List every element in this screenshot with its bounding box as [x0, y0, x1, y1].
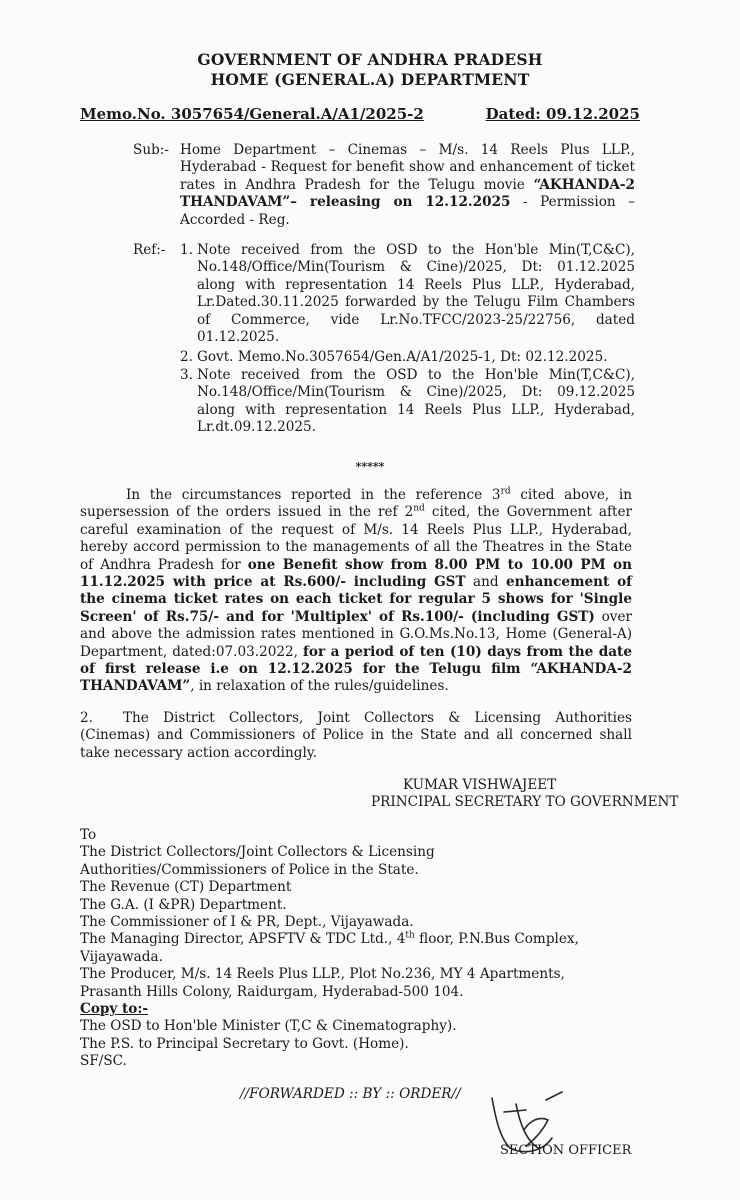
reference-number: 3.	[180, 366, 193, 383]
signatory-name: KUMAR VISHWAJEET	[403, 777, 557, 793]
recipient-line: The Revenue (CT) Department	[80, 879, 292, 896]
recipient-line: The District Collectors/Joint Collectors & Licensing	[80, 844, 435, 861]
reference-item	[180, 242, 635, 346]
recipient-line: Prasanth Hills Colony, Raidurgam, Hyderabad-500 104.	[80, 983, 464, 1000]
recipient-text: floor, P.N.Bus Complex,	[414, 931, 579, 948]
memo-row	[80, 106, 640, 123]
copy-line: SF/SC.	[80, 1053, 127, 1070]
recipient-text: The Managing Director, APSFTV & TDC Ltd., 4	[80, 931, 406, 948]
subject-part-a: Home Department – Cinemas – M/s. 14 Reels Plus LLP., Hyderabad - Request for benefit show and enhancement of ticket rates in Andhra Pradesh for the Telugu movie	[180, 142, 635, 193]
reference-text: Govt. Memo.No.3057654/Gen.A/A1/2025-1, Dt: 02.12.2025.	[197, 349, 608, 366]
distribution-block	[80, 827, 640, 1071]
copy-line: The OSD to Hon'ble Minister (T,C & Cinematography).	[80, 1018, 457, 1035]
reference-text: Note received from the OSD to the Hon'ble Min(T,C&C), No.148/Office/Min(Tourism & Cine)/2025, Dt: 01.12.2025 along with representation 14 Reels Plus LLP., Hyderabad, Lr.Dated.30.11.2025 forwarded by the Telugu Film Chambers of Commerce, vide Lr.No.TFCC/2023-25/22756, dated 01.12.2025.	[197, 242, 635, 346]
recipient-line: Vijayawada.	[80, 948, 163, 965]
para1-text: In the circumstances reported in the reference 3	[126, 487, 501, 503]
copy-to-label: Copy to:-	[80, 1001, 149, 1018]
para1-text: , in relaxation of the rules/guidelines.	[190, 678, 449, 695]
reference-number: 2.	[180, 349, 193, 366]
forwarded-by-order: //FORWARDED :: BY :: ORDER//	[240, 1086, 461, 1102]
period-terms: for a period of ten (10) days from the date of first release i.e on 12.12.2025 for the Telugu film “AKHANDA-2 THANDAVAM”	[80, 643, 632, 695]
para2-text: The District Collectors, Joint Collectors & Licensing Authorities (Cinemas) and Commissioners of Police in the State and all concerned shall take necessary action accordingly.	[80, 710, 632, 761]
para1-text: cited, the Government after careful examination of the request of M/s. 14 Reels Plus LLP., Hyderabad, hereby accord permission to the managements of all the Theatres in the State of Andhra Pradesh for	[80, 504, 632, 573]
order-paragraph-1	[80, 487, 632, 696]
para2-number: 2.	[80, 710, 93, 726]
memo-date: Dated: 09.12.2025	[485, 105, 640, 123]
reference-text: Note received from the OSD to the Hon'ble Min(T,C&C), No.148/Office/Min(Tourism & Cine)/2025, Dt: 09.12.2025 along with representation 14 Reels Plus LLP., Hyderabad, Lr.dt.09.12.2025.	[197, 366, 635, 436]
subject-part-c: - Permission – Accorded - Reg.	[180, 194, 635, 228]
order-paragraph-2	[80, 710, 632, 762]
recipient-line: The G.A. (I &PR) Department.	[80, 896, 287, 913]
reference-number: 1.	[180, 242, 193, 258]
reference-label: Ref:-	[133, 242, 166, 258]
subject-label: Sub:-	[133, 142, 169, 158]
to-label: To	[80, 827, 97, 843]
section-officer-label: SECTION OFFICER	[500, 1143, 632, 1158]
superscript: rd	[500, 486, 511, 497]
ticket-rate-terms: enhancement of the cinema ticket rates on each ticket for regular 5 shows for 'Single Screen' of Rs.75/- and for 'Multiplex' of Rs.100/- (including GST)	[80, 574, 633, 625]
memo-number: Memo.No. 3057654/General.A/A1/2025-2	[80, 105, 424, 123]
signatory-title: PRINCIPAL SECRETARY TO GOVERNMENT	[371, 794, 679, 811]
recipient-line: The Producer, M/s. 14 Reels Plus LLP., Plot No.236, MY 4 Apartments,	[80, 966, 565, 983]
superscript: th	[405, 930, 415, 941]
subject-text	[180, 142, 635, 229]
copy-line: The P.S. to Principal Secretary to Govt. (Home).	[80, 1035, 409, 1052]
header-department: HOME (GENERAL.A) DEPARTMENT	[210, 70, 530, 89]
reference-list	[180, 242, 635, 436]
reference-item	[180, 367, 635, 437]
superscript: nd	[413, 503, 425, 514]
reference-item	[180, 349, 635, 366]
separator-stars: *****	[355, 460, 385, 473]
benefit-show-terms: one Benefit show from 8.00 PM to 10.00 PM on 11.12.2025 with price at Rs.600/- including GST	[80, 556, 632, 591]
para1-text: cited above, in supersession of the orders issued in the ref 2	[80, 487, 633, 521]
para1-text: over and above the admission rates mentioned in G.O.Ms.No.13, Home (General-A) Department, dated:07.03.2022,	[80, 608, 632, 660]
signature-block	[371, 777, 679, 812]
subject-movie: “AKHANDA-2 THANDAVAM”– releasing on 12.12.2025	[180, 176, 635, 211]
header-government: GOVERNMENT OF ANDHRA PRADESH	[197, 50, 543, 69]
recipient-line: The Commissioner of I & PR, Dept., Vijayawada.	[80, 914, 414, 931]
recipient-line: Authorities/Commissioners of Police in the State.	[80, 861, 419, 878]
recipient-line	[80, 931, 640, 948]
para1-text: and	[465, 574, 507, 591]
